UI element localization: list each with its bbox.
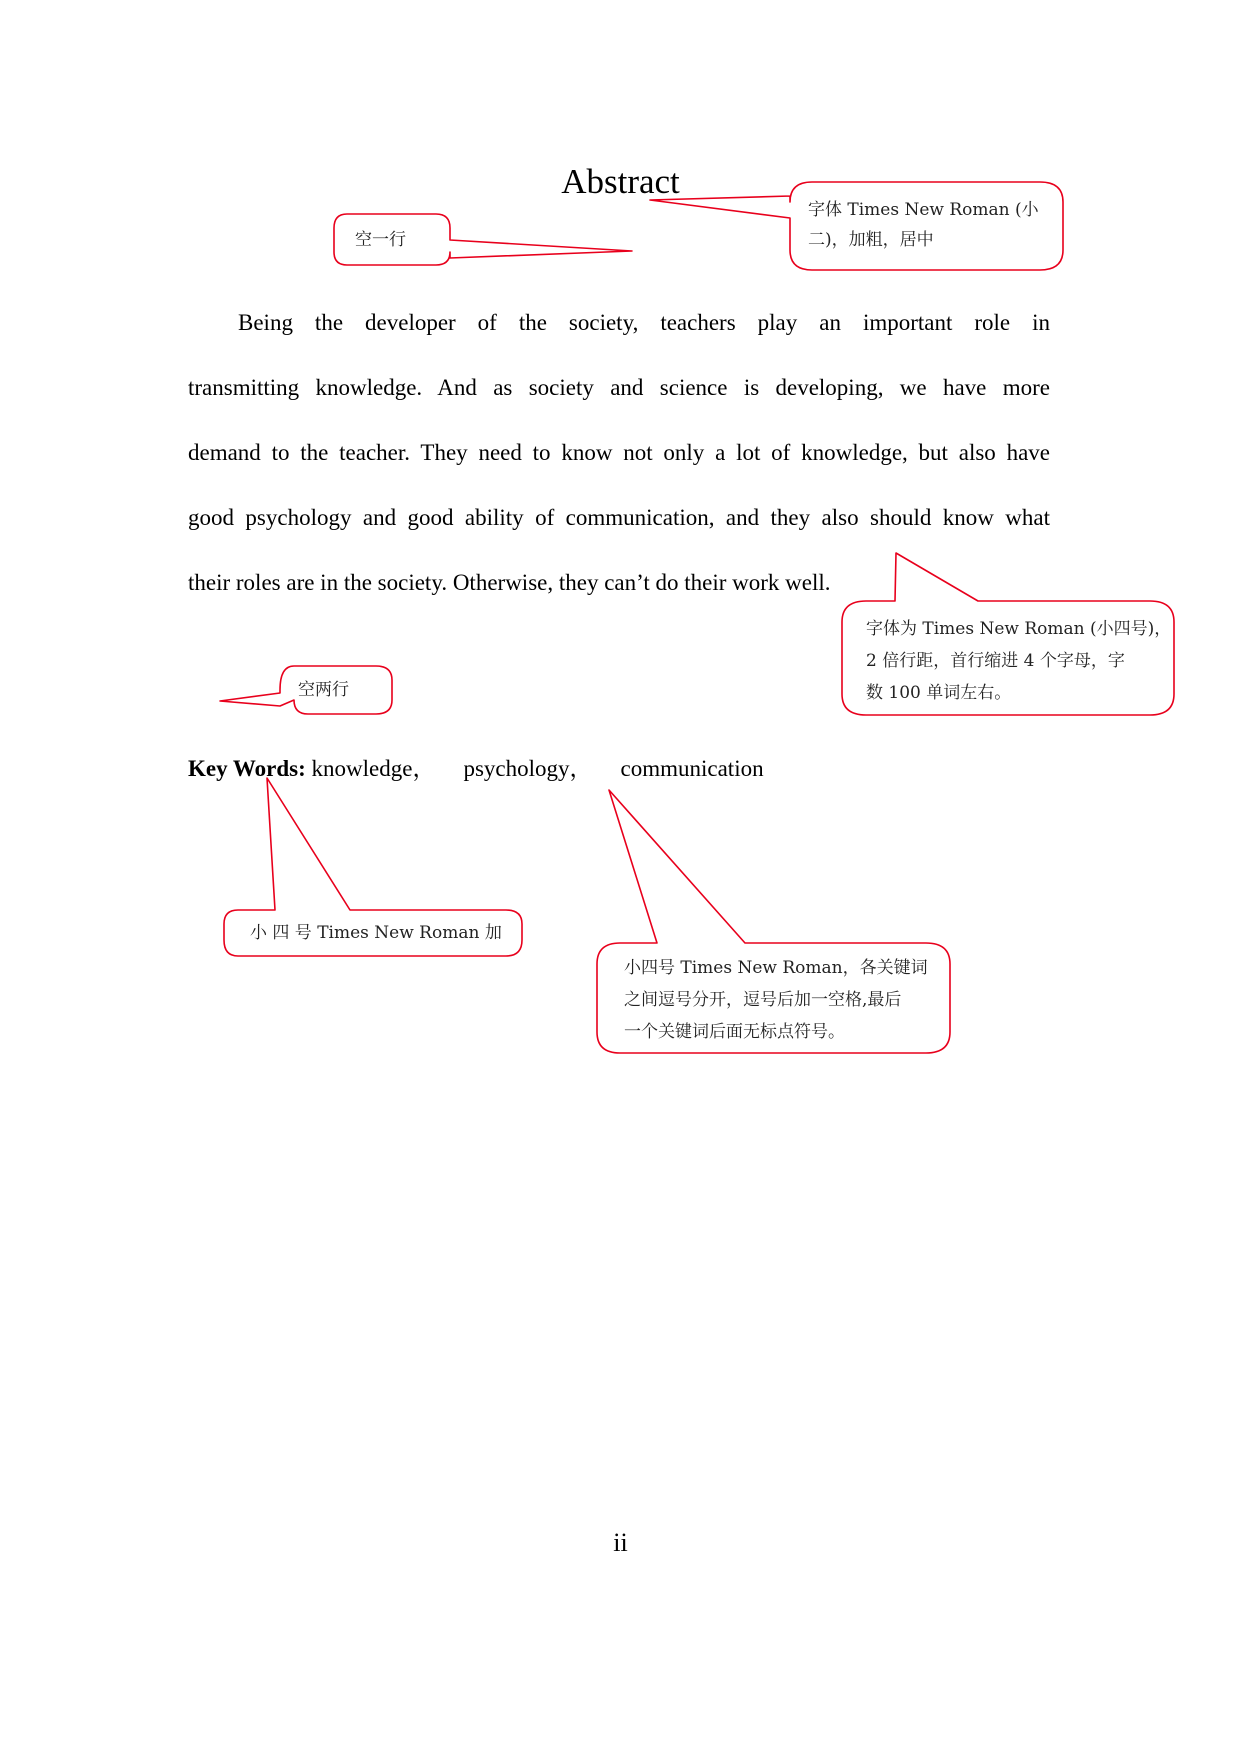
keyword-item: knowledge， — [311, 756, 436, 781]
annotation-body-font-text-2: 2 倍行距，首行缩进 4 个字母，字 — [866, 651, 1125, 671]
annotation-title-font-text-2: 二)，加粗，居中 — [808, 230, 934, 250]
abstract-title: Abstract — [561, 162, 680, 201]
annotation-body-font-text-1: 字体为 Times New Roman (小四号)， — [866, 619, 1172, 639]
abstract-line: their roles are in the society. Otherwise, they can’t do their work well. — [188, 570, 831, 595]
keywords-label: Key Words: — [188, 756, 306, 781]
annotation-keyword-items-text-2: 之间逗号分开，逗号后加一空格,最后 — [624, 990, 902, 1010]
annotation-body-font-text-3: 数 100 单词左右。 — [866, 683, 1012, 703]
annotation-blank-line-text: 空一行 — [355, 230, 406, 250]
abstract-line: good psychology and good ability of communication, and they also should know what — [188, 505, 1050, 530]
page-number: ii — [613, 1528, 628, 1557]
annotation-two-blank-lines-text: 空两行 — [298, 680, 349, 700]
abstract-line: demand to the teacher. They need to know not only a lot of knowledge, but also have — [188, 440, 1050, 465]
keyword-item: communication — [620, 756, 764, 781]
annotation-title-font-text-1: 字体 Times New Roman (小 — [808, 200, 1039, 220]
annotation-keyword-items-text-1: 小四号 Times New Roman，各关键词 — [624, 958, 928, 978]
annotation-keyword-items-text-3: 一个关键词后面无标点符号。 — [624, 1022, 845, 1042]
annotation-keyword-label-text: 小 四 号 Times New Roman 加 — [250, 923, 502, 943]
keyword-item: psychology， — [463, 756, 593, 781]
abstract-line: Being the developer of the society, teachers play an important role in — [238, 310, 1050, 335]
abstract-line: transmitting knowledge. And as society and science is developing, we have more — [188, 375, 1050, 400]
